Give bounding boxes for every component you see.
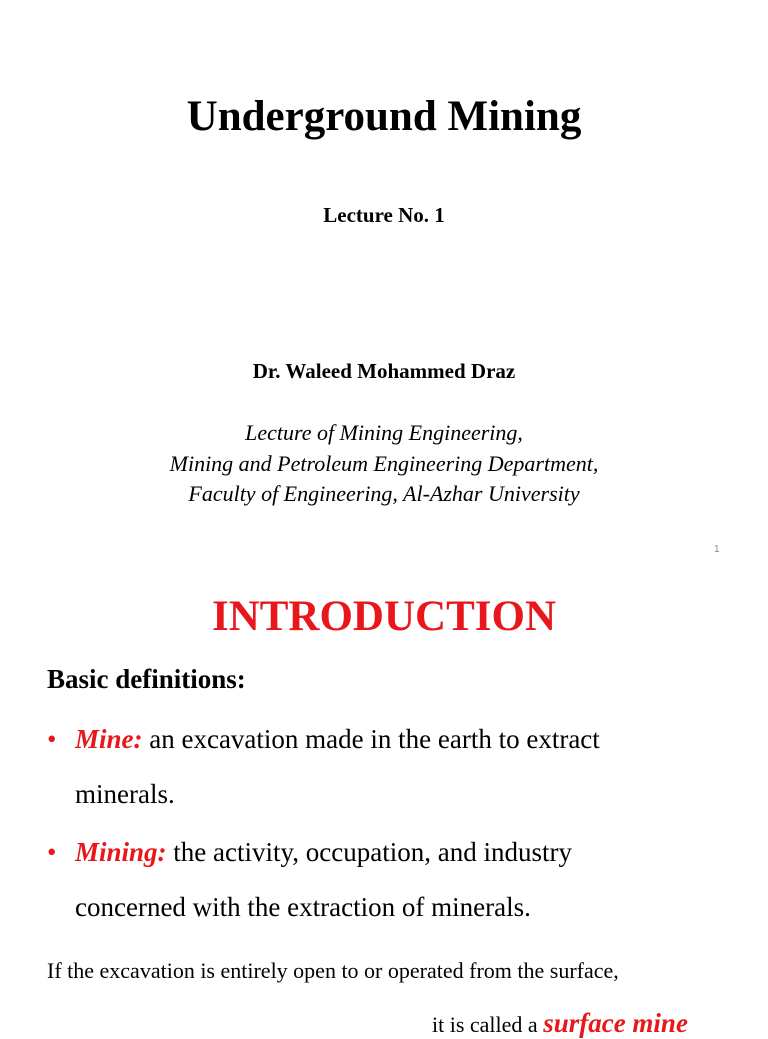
affiliation-line: Faculty of Engineering, Al-Azhar University (188, 481, 580, 506)
paragraph-text: it is called a (432, 1012, 544, 1037)
section-heading: INTRODUCTION (211, 593, 557, 640)
surface-mine-term: surface mine (543, 1008, 688, 1038)
bullet-mine (47, 724, 600, 755)
term: Mining: (75, 837, 167, 867)
subheading: Basic definitions: (47, 664, 246, 694)
slide-title: Underground Mining (186, 93, 582, 140)
affiliation-line: Mining and Petroleum Engineering Department, (169, 451, 599, 476)
bullet-mining (47, 837, 572, 868)
lecture-number: Lecture No. 1 (323, 203, 445, 227)
definition: an excavation made in the earth to extract (142, 724, 600, 754)
author-name: Dr. Waleed Mohammed Draz (252, 359, 516, 383)
term: Mine: (75, 724, 143, 754)
definition-continued: minerals. (75, 779, 175, 809)
affiliation-line: Lecture of Mining Engineering, (245, 420, 523, 445)
paragraph: If the excavation is entirely open to or operated from the surface, (47, 958, 619, 983)
bullet-icon: • (47, 837, 57, 867)
definition: the activity, occupation, and industry (166, 837, 572, 867)
definition-continued: concerned with the extraction of minerals. (75, 892, 531, 922)
bullet-icon: • (47, 724, 57, 754)
page-number: 1 (714, 544, 720, 555)
